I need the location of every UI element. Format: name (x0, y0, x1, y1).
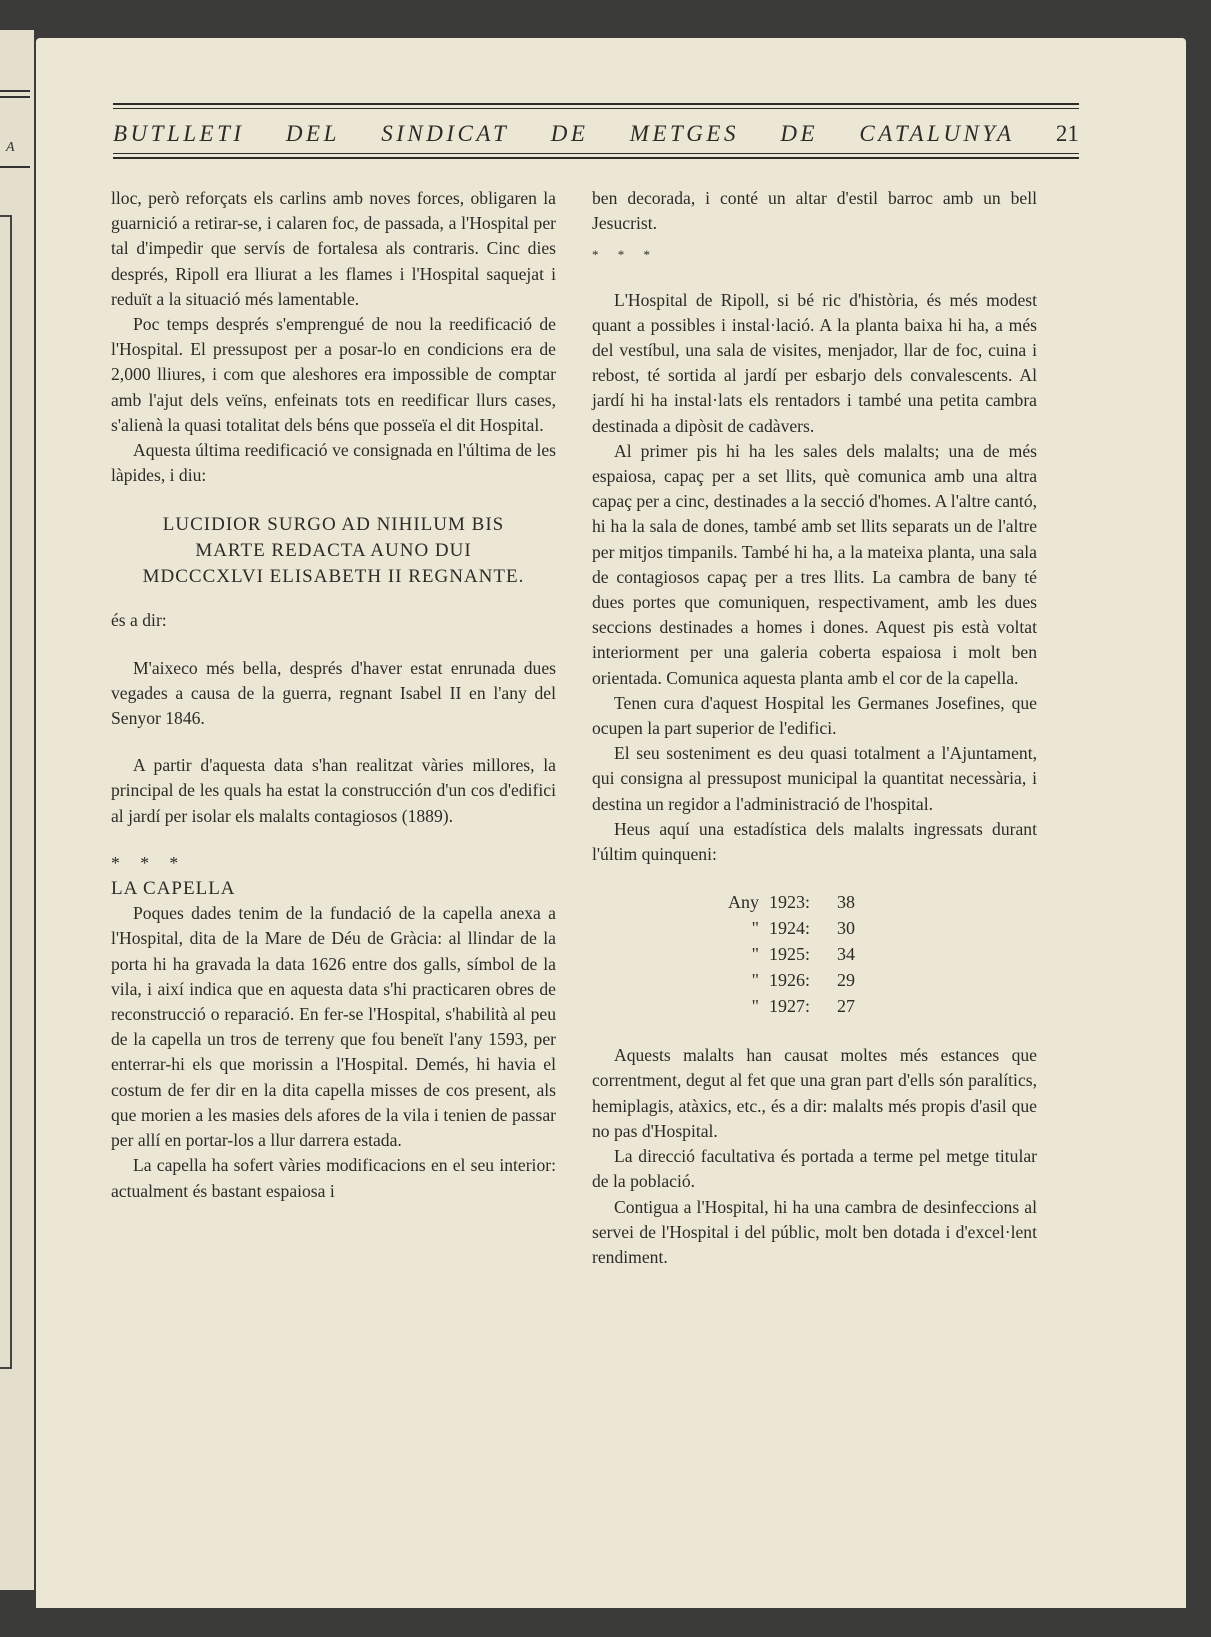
table-row: " 1924: 30 (751, 918, 855, 939)
paragraph: Poques dades tenim de la fundació de la capella anexa a l'Hospital, dita de la Mare de Déu de Gràcia: al llindar de la porta hi ha gravada la data 1626 entre dos galls, símbol de la vila, i així indica que en aquesta data s'hi practicaren obres de reconstrucció o reparació. En fer-se l'Hospital, s'habilità al peu de la capella un tros de terreny que fou beneït l'any 1593, per enterrar-hi els que morissin a l'Hospital. Demés, hi havia el costum de fer dir en la dita capella misses de cos present, als que morien a les masies dels afores de la vila i tenien de passar per allí en portar-los a llur darrera estada. (111, 903, 556, 1151)
table-row: " 1926: 29 (751, 970, 855, 991)
header-word: DE (550, 121, 589, 146)
table-row: " 1927: 27 (751, 996, 855, 1017)
header-word: SINDICAT (381, 121, 510, 146)
paragraph: és a dir: (111, 610, 167, 631)
header-word: CATALUNYA (859, 121, 1015, 146)
header-fragment: A (6, 140, 15, 155)
paragraph: lloc, però reforçats els carlins amb noves forces, obligaren la guarnició a retirar-se, i calaren foc, de passada, a l'Hospital per tal d'impedir que servís de fortalesa als contraris. Cinc dies després, Ripoll era lliurat a les flames i l'Hospital saquejat i reduït a la situació més lamentable. (111, 188, 556, 309)
header-rule-bottom (113, 157, 1079, 159)
inscription-line: LUCIDIOR SURGO AD NIHILUM BIS (162, 514, 505, 536)
latin-inscription (111, 512, 556, 590)
table-row: Any 1923: 38 (728, 892, 855, 913)
table-row: " 1925: 34 (751, 944, 855, 965)
paragraph: Tenen cura d'aquest Hospital les Germanes Josefines, que ocupen la part superior de l'edifici. (592, 692, 1037, 739)
inscription-line: MDCCCXLVI ELISABETH II REGNANTE. (142, 566, 525, 588)
paragraph: Aquests malalts han causat moltes més estances que correntment, degut al fet que una gran part d'ells són paralítics, hemiplagis, atàxics, etc., és a dir: malalts més propis d'asil que no pas d'Hospital. (592, 1045, 1037, 1141)
rule-fragment (0, 90, 30, 92)
page-number: 21 (1055, 121, 1079, 146)
paragraph: La direcció facultativa és portada a terme pel metge titular de la població. (592, 1146, 1037, 1192)
header-rule-top (113, 103, 1079, 105)
header-word: BUTLLETI (113, 121, 245, 146)
inscription-line: MARTE REDACTA AUNO DUI (195, 540, 472, 562)
rule-fragment (0, 166, 30, 168)
paragraph: ben decorada, i conté un altar d'estil barroc amb un bell Jesucrist. (592, 188, 1037, 234)
translation: M'aixeco més bella, després d'haver estat enrunada dues vegades a causa de la guerra, regnant Isabel II en l'any del Senyor 1846. (111, 657, 556, 729)
right-column (592, 186, 1037, 1270)
paragraph: Heus aquí una estadística dels malalts ingressats durant l'últim quinqueni: (592, 818, 1037, 865)
journal-page (36, 38, 1186, 1608)
paragraph: Aquesta última reedificació ve consignada en l'última de les làpides, i diu: (111, 440, 556, 486)
paragraph: La capella ha sofert vàries modificacions en el seu interior: actualment és bastant espaiosa i (111, 1155, 556, 1201)
paragraph: L'Hospital de Ripoll, si bé ric d'història, és més modest quant a possibles i instal·lació. A la planta baixa hi ha, a més del vestíbul, una sala de visites, menjador, llar de foc, cuina i rebost, té sortida al jardí per esbarjo dels convalescents. Al jardí hi ha instal·lats els rentadors i també una petita cambra destinada a dipòsit de cadàvers. (592, 289, 1037, 436)
header-word: DE (780, 121, 818, 146)
rule-fragment (0, 96, 30, 98)
paragraph: A partir d'aquesta data s'han realitzat vàries millores, la principal de les quals ha estat la construcción d'un cos d'edifici al jardí per isolar els malalts contagiosos (1889). (111, 755, 556, 826)
adjacent-page-edge (0, 30, 34, 1590)
paragraph: Contigua a l'Hospital, hi ha una cambra de desinfeccions al servei de l'Hospital i del públic, molt ben dotada i d'excel·lent rendiment. (592, 1196, 1037, 1267)
paragraph: El seu sosteniment es deu quasi totalment a l'Ajuntament, qui consigna al pressupost municipal la quantitat necessària, i destina un regidor a l'administració de l'hospital. (592, 743, 1037, 814)
header-word: METGES (629, 121, 739, 146)
frame-fragment (0, 215, 12, 1369)
journal-title (113, 121, 1079, 147)
header-rule-bottom-thin (113, 153, 1079, 154)
statistics-table (592, 889, 1037, 1019)
section-title: LA CAPELLA (111, 878, 236, 900)
header-rule-top-thin (113, 108, 1079, 109)
paragraph: Poc temps després s'emprengué de nou la reedificació de l'Hospital. El pressupost per a posar-lo en condicions era de 2,000 lliures, i com que aleshores era impossible de comptar amb l'ajut dels veïns, enfeinats tots en reedificar llurs cases, s'alienà la quasi totalitat dels béns que posseïa el dit Hospital. (111, 314, 556, 435)
paragraph: Al primer pis hi ha les sales dels malalts; una de més espaiosa, capaç per a set llits, què comunica amb una altra capaç per a cinc, destinades a la secció d'homes. A l'altre cantó, hi ha la sala de dones, també amb set llits separats un de l'altre per mitjos timpanils. També hi ha, a la mateixa planta, una sala de contagiosos capaç per a tres llits. La cambra de bany té dues portes que comuniquen, respectivament, amb les dues seccions destinades a homes i dones. Aquest pis està voltat interiorment per una galeria coberta espaiosa i molt ben orientada. Comunica aquesta planta amb el cor de la capella. (592, 440, 1038, 688)
left-column (111, 186, 556, 1204)
section-separator: * * * (111, 852, 187, 873)
section-separator: * * * (592, 247, 658, 263)
header-word: DEL (285, 121, 340, 146)
